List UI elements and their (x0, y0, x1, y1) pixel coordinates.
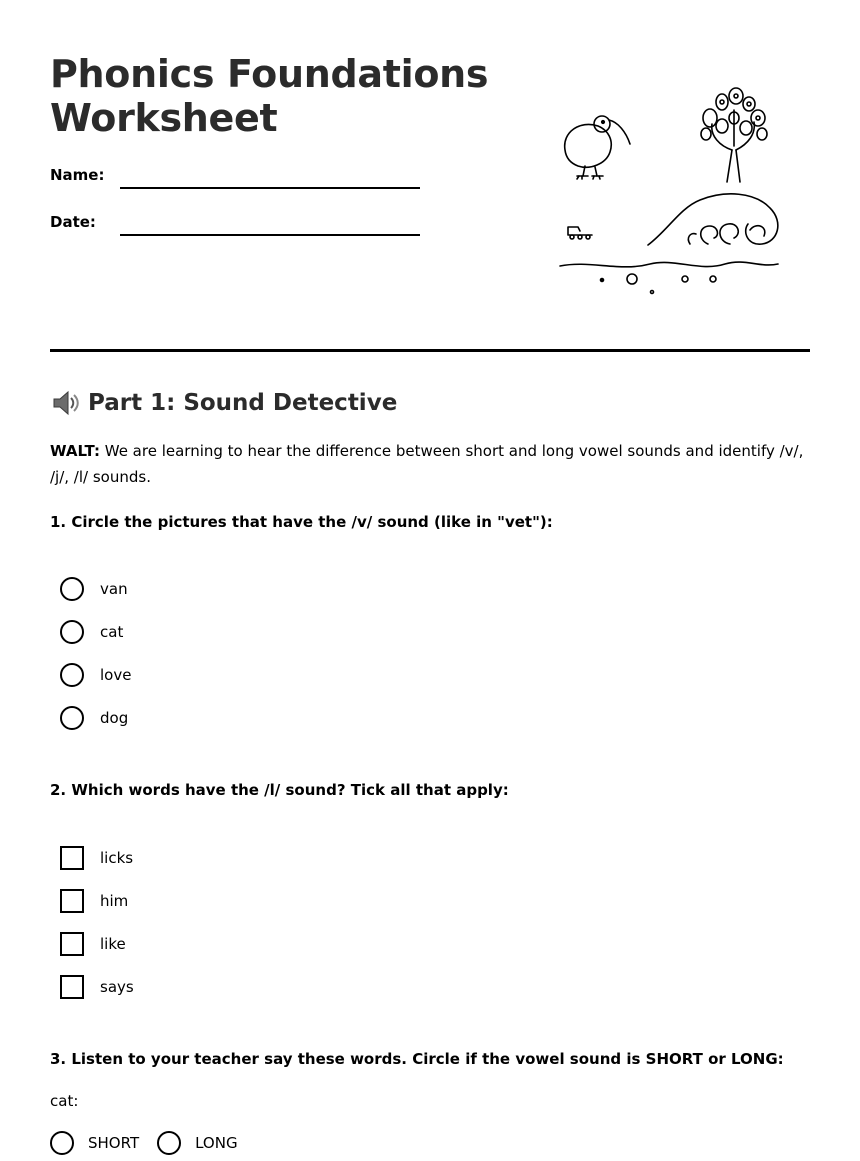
q2-option-says[interactable] (60, 975, 134, 999)
kiwi-tree-wave-illustration (550, 80, 790, 310)
q2-option-licks[interactable] (60, 846, 133, 870)
wave-icon (560, 194, 778, 294)
q1-radio-van[interactable] (60, 577, 84, 601)
q2-option-label: licks (100, 849, 134, 867)
speaker-icon (50, 388, 80, 418)
question-1-prompt: 1. Circle the pictures that have the /v/ sound (like in "vet"): (50, 513, 553, 531)
q2-option-label: him (100, 892, 129, 910)
q1-radio-cat[interactable] (60, 620, 84, 644)
tree-icon (701, 88, 767, 182)
q3-choice-row (50, 1131, 256, 1155)
name-label: Name: (50, 166, 105, 184)
q3-radio-short[interactable] (50, 1131, 74, 1155)
q1-radio-dog[interactable] (60, 706, 84, 730)
walt-label: WALT: (50, 442, 100, 460)
date-line[interactable] (120, 234, 420, 236)
q2-checkbox-like[interactable] (60, 932, 84, 956)
q1-option-dog[interactable] (60, 706, 128, 730)
q2-checkbox-licks[interactable] (60, 846, 84, 870)
kiwi-icon (565, 116, 630, 179)
q3-choice-short[interactable] (50, 1131, 139, 1155)
date-label: Date: (50, 213, 96, 231)
q2-option-like[interactable] (60, 932, 126, 956)
q2-checkbox-him[interactable] (60, 889, 84, 913)
part1-title-text: Part 1: Sound Detective (88, 390, 398, 416)
q1-radio-love[interactable] (60, 663, 84, 687)
q2-option-label: says (100, 978, 134, 996)
question-2-prompt: 2. Which words have the /l/ sound? Tick all that apply: (50, 781, 509, 799)
walt-text: We are learning to hear the difference between short and long vowel sounds and identify /v/, /j/, /l/ sounds. (50, 442, 804, 486)
walt-statement (50, 438, 820, 490)
q1-option-label: dog (100, 709, 129, 727)
question-3-prompt: 3. Listen to your teacher say these words. Circle if the vowel sound is SHORT or LONG: (50, 1050, 784, 1068)
q2-option-him[interactable] (60, 889, 128, 913)
q3-choice-label: LONG (195, 1134, 238, 1152)
q2-option-label: like (100, 935, 126, 953)
section-divider (50, 349, 810, 352)
q1-option-cat[interactable] (60, 620, 123, 644)
part1-title (50, 388, 397, 418)
small-cart-icon (568, 227, 592, 239)
q1-option-label: love (100, 666, 132, 684)
worksheet-title (50, 52, 520, 140)
q1-option-van[interactable] (60, 577, 128, 601)
name-line[interactable] (120, 187, 420, 189)
q3-choice-label: SHORT (88, 1134, 140, 1152)
q3-word-cat: cat: (50, 1092, 79, 1110)
title-line-1: Phonics Foundations (50, 52, 489, 96)
q1-option-label: van (100, 580, 128, 598)
q1-option-label: cat (100, 623, 124, 641)
title-line-2: Worksheet (50, 96, 278, 140)
q3-choice-long[interactable] (157, 1131, 237, 1155)
q3-radio-long[interactable] (157, 1131, 181, 1155)
q2-checkbox-says[interactable] (60, 975, 84, 999)
q1-option-love[interactable] (60, 663, 131, 687)
